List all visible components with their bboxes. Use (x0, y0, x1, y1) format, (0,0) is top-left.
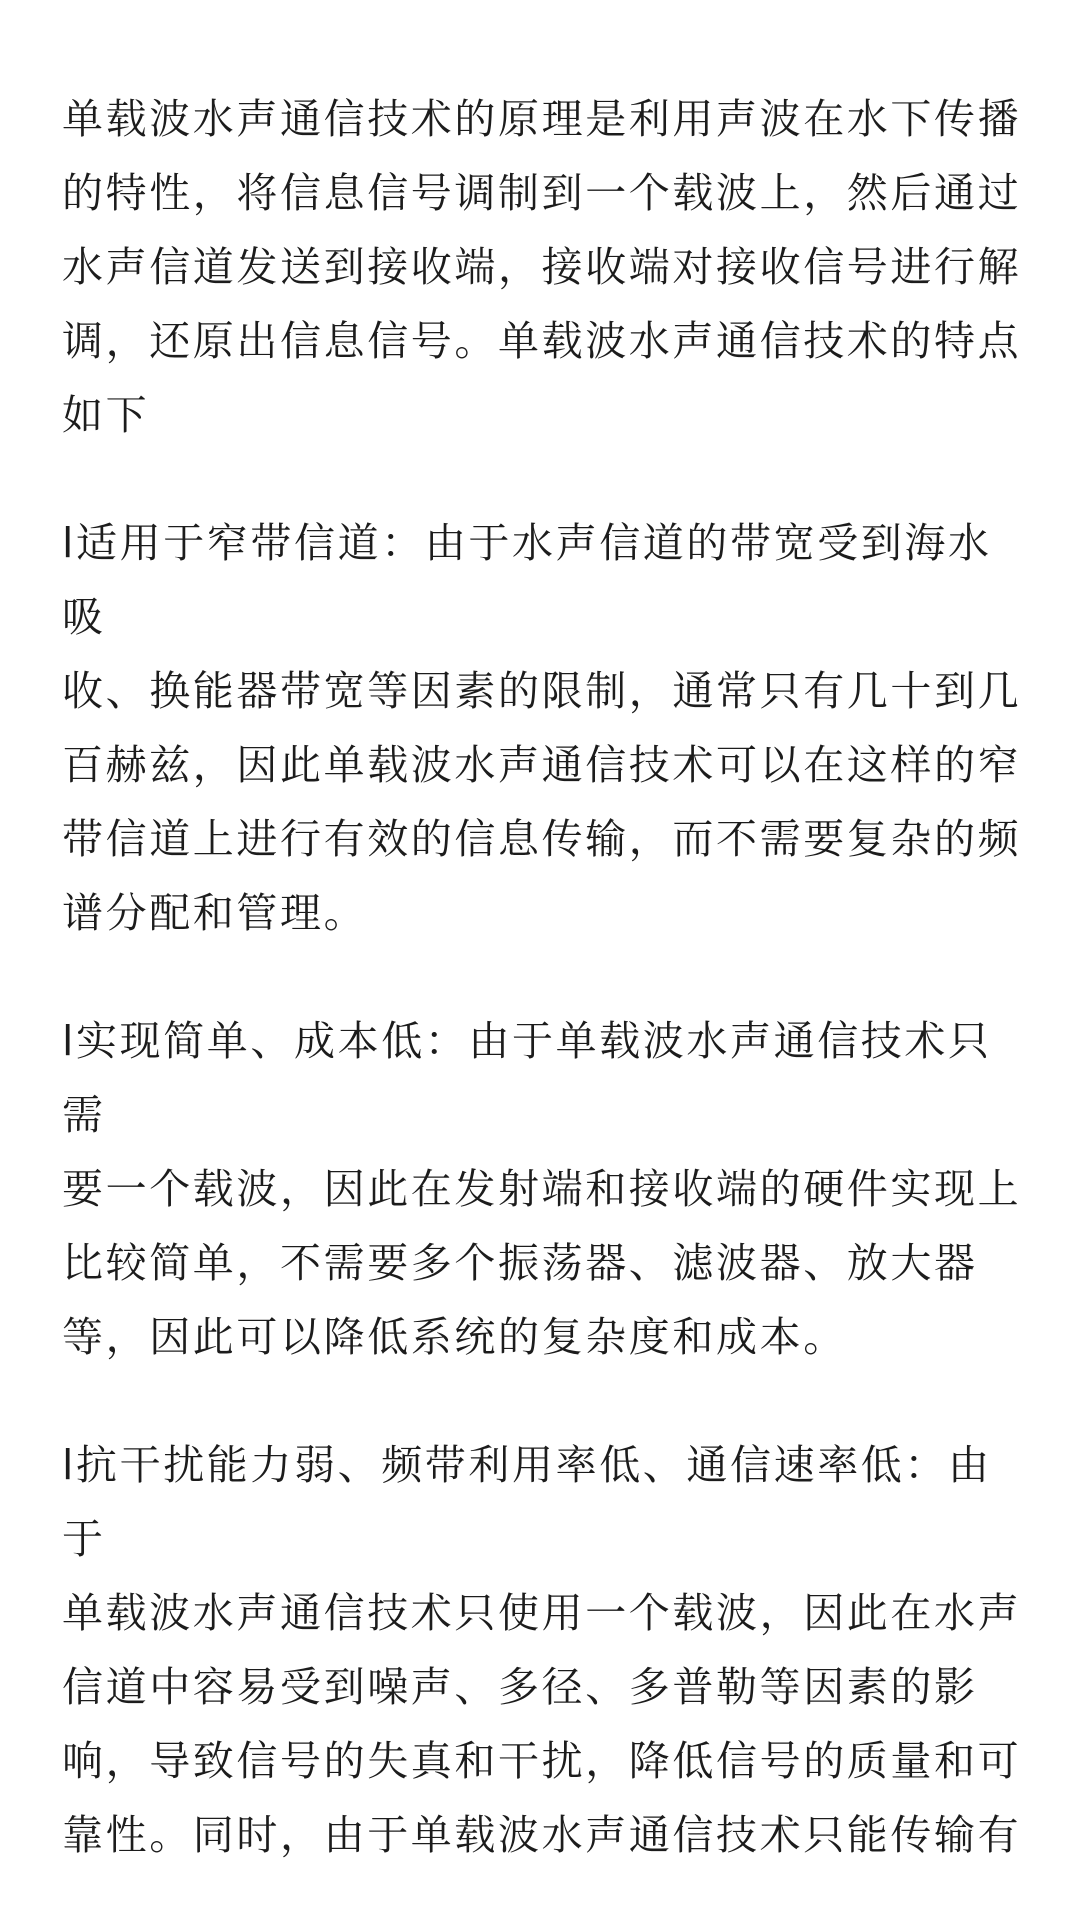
feature-weak-antiinterference-paragraph: l抗干扰能力弱、频带利用率低、通信速率低：由于 单载波水声通信技术只使用一个载波，因此在水声 信道中容易受到噪声、多径、多普勒等因素的影 响，导致信号的失真和干扰，降低信号的质量和可 靠性。同时，由于单载波水声通信技术只能传输有 (62, 1441, 1022, 1859)
article-body (62, 82, 1022, 1926)
feature-simple-lowcost-paragraph: l实现简单、成本低：由于单载波水声通信技术只需 要一个载波，因此在发射端和接收端的硬件实现上 比较简单，不需要多个振荡器、滤波器、放大器 等，因此可以降低系统的复杂度和成本。 (62, 1017, 1022, 1361)
intro-paragraph: 单载波水声通信技术的原理是利用声波在水下传播 的特性，将信息信号调制到一个载波上，然后通过 水声信道发送到接收端，接收端对接收信号进行解 调，还原出信息信号。单载波水声通信技术的特点 如下 (62, 95, 1022, 439)
feature-narrowband-paragraph: l适用于窄带信道：由于水声信道的带宽受到海水吸 收、换能器带宽等因素的限制，通常只有几十到几 百赫兹，因此单载波水声通信技术可以在这样的窄 带信道上进行有效的信息传输，而不需要复杂的频 谱分配和管理。 (62, 519, 1022, 937)
